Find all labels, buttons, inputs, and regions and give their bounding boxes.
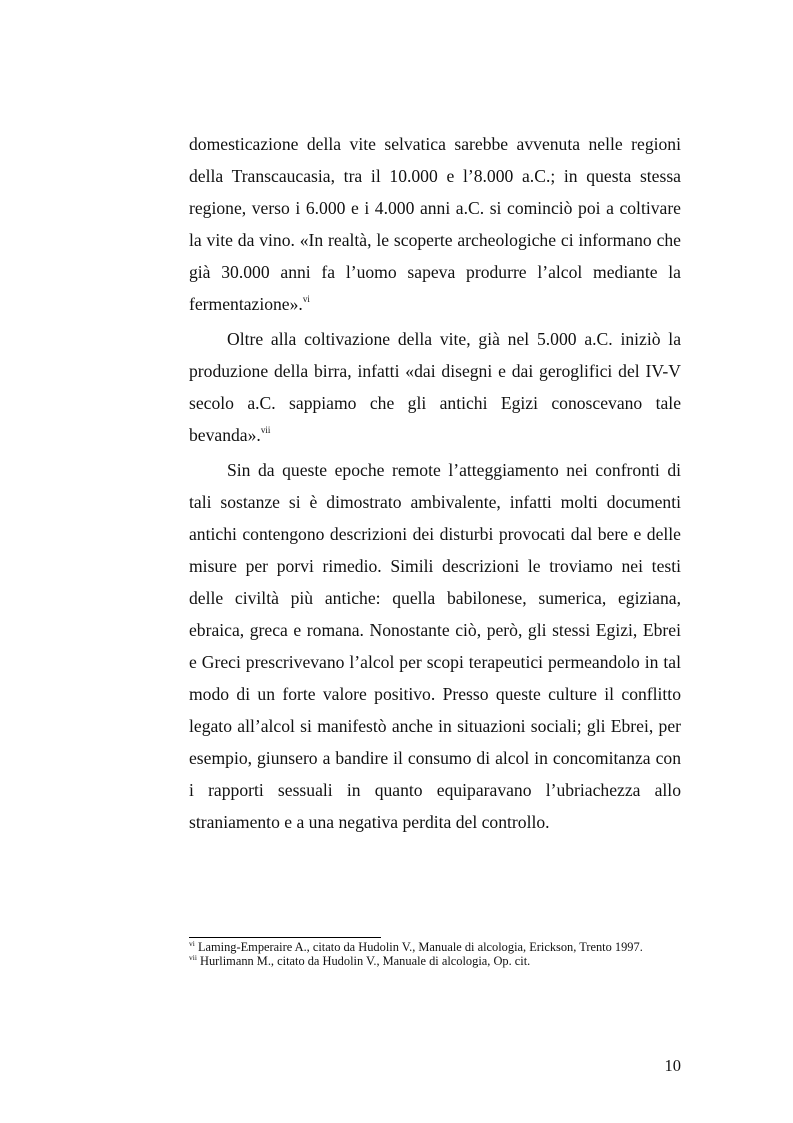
paragraph-1 (189, 128, 681, 320)
page-number: 10 (664, 1056, 681, 1075)
footnote-vii (189, 954, 681, 968)
paragraph-3-text: Sin da queste epoche remote l’atteggiamento nei confronti di tali sostanze si è dimostrato ambivalente, infatti molti documenti antichi contengono descrizioni dei disturbi provocati dal bere e delle misure per porvi rimedio. Simili descrizioni le troviamo nei testi delle civiltà più antiche: quella babilonese, sumerica, egiziana, ebraica, greca e romana. Nonostante ciò, però, gli stessi Egizi, Ebrei e Greci prescrivevano l’alcol per scopi terapeutici permeandolo in tal modo di un forte valore positivo. Presso queste culture il conflitto legato all’alcol si manifestò anche in situazioni sociali; gli Ebrei, per esempio, giunsero a bandire il consumo di alcol in concomitanza con i rapporti sessuali in quanto equiparavano l’ubriachezza allo straniamento e a una negativa perdita del controllo. (189, 460, 681, 832)
paragraph-1-text: domesticazione della vite selvatica sarebbe avvenuta nelle regioni della Transcaucasia, tra il 10.000 e l’8.000 a.C.; in questa stessa regione, verso i 6.000 e i 4.000 anni a.C. si cominciò poi a coltivare la vite da vino. «In realtà, le scoperte archeologiche ci informano che già 30.000 anni fa l’uomo sapeva produrre l’alcol mediante la fermentazione». (189, 134, 681, 314)
paragraph-3 (189, 454, 681, 838)
paragraph-2 (189, 323, 681, 451)
footnote-mark: vii (189, 953, 197, 962)
footnote-separator (189, 937, 381, 938)
footnote-text: Laming-Emperaire A., citato da Hudolin V., Manuale di alcologia, Erickson, Trento 1997. (197, 940, 643, 954)
paragraph-2-text: Oltre alla coltivazione della vite, già nel 5.000 a.C. iniziò la produzione della birra, infatti «dai disegni e dai geroglifici del IV-V secolo a.C. sappiamo che gli antichi Egizi conoscevano tale bevanda». (189, 329, 681, 445)
body-text (189, 128, 681, 841)
footnote-ref-vii[interactable]: vii (260, 425, 271, 435)
footnote-ref-vi[interactable]: vi (302, 294, 310, 304)
footnotes (189, 940, 681, 968)
footnote-text: Hurlimann M., citato da Hudolin V., Manuale di alcologia, Op. cit. (200, 954, 531, 968)
footnote-mark: vi (189, 939, 195, 948)
footnote-vi (189, 940, 681, 954)
